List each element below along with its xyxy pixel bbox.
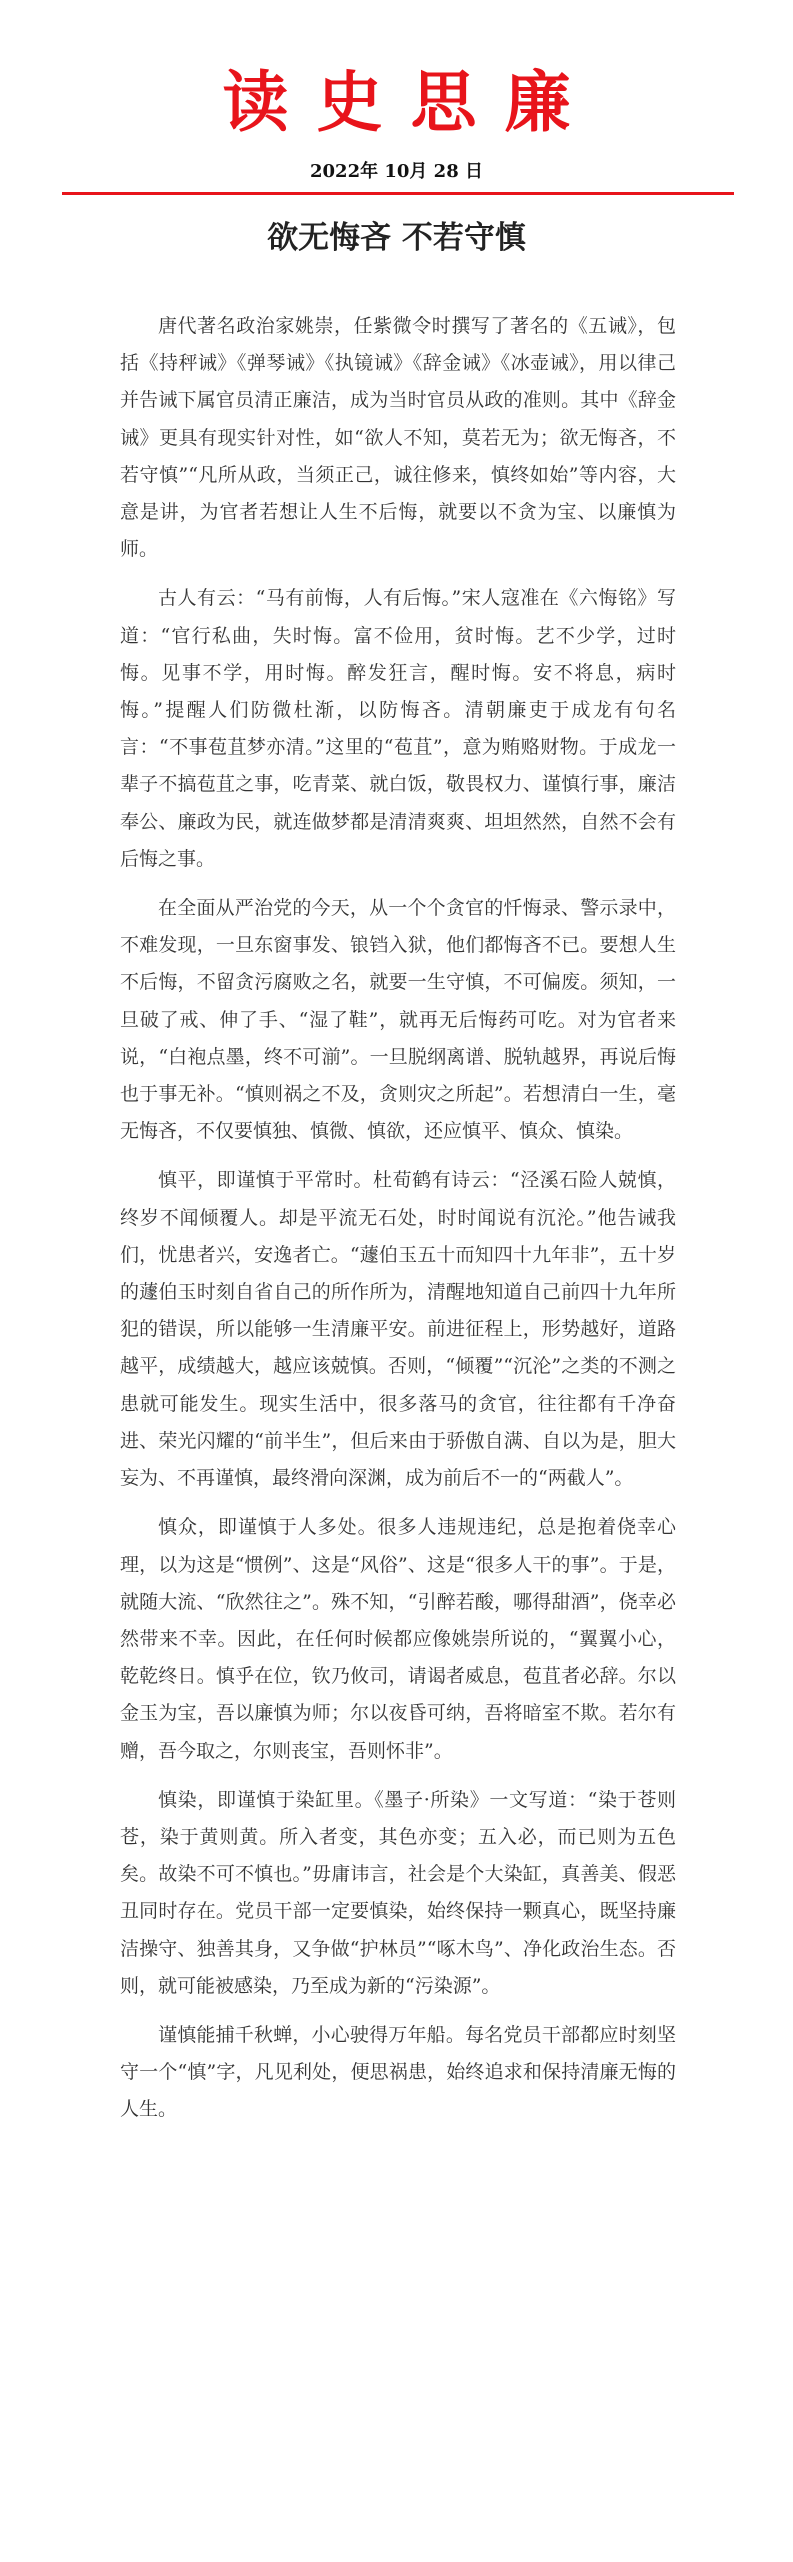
paragraph-3: 在全面从严治党的今天，从一个个贪官的忏悔录、警示录中，不难发现，一旦东窗事发、锒铛入狱，他们都悔吝不已。要想人生不后悔，不留贪污腐败之名，就要一生守慎，不可偏废。须知，一旦破了戒、伸了手、“湿了鞋”，就再无后悔药可吃。对为官者来说，“白袍点墨，终不可湔”。一旦脱纲离谱、脱轨越界，再说后悔也于事无补。“慎则祸之不及，贪则灾之所起”。若想清白一生，毫无悔吝，不仅要慎独、慎微、慎欲，还应慎平、慎众、慎染。 — [120, 897, 676, 1143]
article-body — [120, 308, 676, 2141]
paragraph-1: 唐代著名政治家姚崇，任紫微令时撰写了著名的《五诫》，包括《持秤诫》《弹琴诫》《执镜诫》《辞金诫》《冰壶诫》，用以律己并告诫下属官员清正廉洁，成为当时官员从政的准则。其中《辞金诫》更具有现实针对性，如“欲人不知，莫若无为；欲无悔吝，不若守慎”“凡所从政，当须正己，诚往修来，慎终如始”等内容，大意是讲，为官者若想让人生不后悔，就要以不贪为宝、以廉慎为师。 — [120, 315, 676, 561]
paragraph-2: 古人有云：“马有前悔，人有后悔。”宋人寇准在《六悔铭》写道：“官行私曲，失时悔。富不俭用，贫时悔。艺不少学，过时悔。见事不学，用时悔。醉发狂言，醒时悔。安不将息，病时悔。”提醒人们防微杜渐，以防悔吝。清朝廉吏于成龙有句名言：“不事苞苴梦亦清。”这里的“苞苴”，意为贿赂财物。于成龙一辈子不搞苞苴之事，吃青菜、就白饭，敬畏权力、谨慎行事，廉洁奉公、廉政为民，就连做梦都是清清爽爽、坦坦然然，自然不会有后悔之事。 — [120, 587, 676, 870]
paragraph-5: 慎众，即谨慎于人多处。很多人违规违纪，总是抱着侥幸心理，以为这是“惯例”、这是“风俗”、这是“很多人干的事”。于是，就随大流、“欣然往之”。殊不知，“引醉若酸，哪得甜酒”，侥幸必然带来不幸。因此，在任何时候都应像姚崇所说的，“翼翼小心，乾乾终日。慎乎在位，钦乃攸司，请谒者威息，苞苴者必辞。尔以金玉为宝，吾以廉慎为师；尔以夜昏可纳，吾将暗室不欺。若尔有赠，吾今取之，尔则丧宝，吾则怀非”。 — [120, 1516, 676, 1762]
paragraph-4: 慎平，即谨慎于平常时。杜荀鹤有诗云：“泾溪石险人兢慎，终岁不闻倾覆人。却是平流无石处，时时闻说有沉沦。”他告诫我们，忧患者兴，安逸者亡。“蘧伯玉五十而知四十九年非”，五十岁的蘧伯玉时刻自省自己的所作所为，清醒地知道自己前四十九年所犯的错误，所以能够一生清廉平安。前进征程上，形势越好，道路越平，成绩越大，越应该兢慎。否则，“倾覆”“沉沦”之类的不测之患就可能发生。现实生活中，很多落马的贪官，往往都有千净奋进、荣光闪耀的“前半生”，但后来由于骄傲自满、自以为是，胆大妄为、不再谨慎，最终滑向深渊，成为前后不一的“两截人”。 — [120, 1169, 676, 1490]
masthead-title: 读史思廉 — [222, 63, 599, 141]
paragraph-7: 谨慎能捕千秋蝉，小心驶得万年船。每名党员干部都应时刻坚守一个“慎”字，凡见利处，便思祸患，始终追求和保持清廉无悔的人生。 — [120, 2023, 676, 2121]
red-divider — [62, 192, 734, 195]
article-title: 欲无悔吝 不若守慎 — [267, 220, 526, 256]
paragraph-6: 慎染，即谨慎于染缸里。《墨子·所染》一文写道：“染于苍则苍，染于黄则黄。所入者变，其色亦变；五入必，而已则为五色矣。故染不可不慎也。”毋庸讳言，社会是个大染缸，真善美、假恶丑同时存在。党员干部一定要慎染，始终保持一颗真心，既坚持廉洁操守、独善其身，又争做“护林员”“啄木鸟”、净化政治生态。否则，就可能被感染，乃至成为新的“污染源”。 — [120, 1788, 676, 1997]
issue-date: 2022年 10月 28 日 — [310, 161, 483, 182]
